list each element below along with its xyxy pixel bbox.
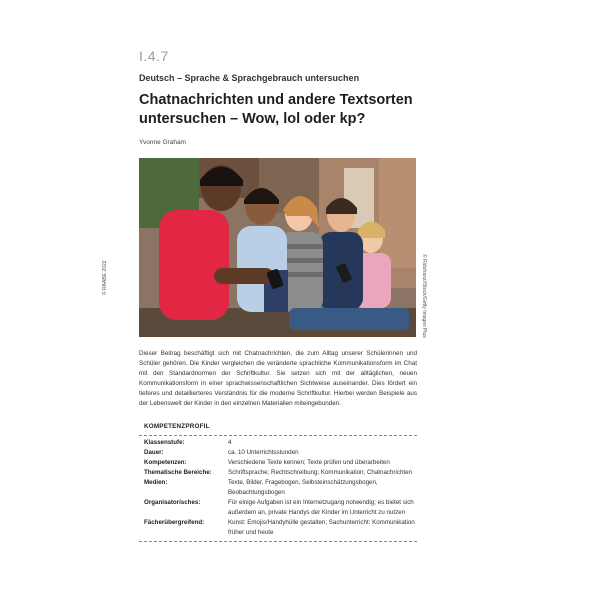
profile-row-klassenstufe: [139, 438, 417, 448]
profile-value: 4: [228, 439, 232, 446]
cover-photo: [139, 158, 416, 337]
profile-row-thematische-bereiche: [139, 468, 417, 478]
section-code: I.4.7: [139, 48, 169, 64]
title-line-1: Chatnachrichten und andere Textsorten: [139, 92, 413, 108]
profile-value: Für einige Aufgaben ist ein Internetzugang notwendig; es bietet sich außerdem an, private Handys der Kinder im Unterricht zu nutzen: [228, 499, 414, 516]
profile-row-organisatorisches: [139, 498, 417, 518]
profile-value: Texte, Bilder, Fragebogen, Selbsteinschätzungsbogen, Beobachtungsbogen: [228, 479, 378, 496]
profile-value: Verschiedene Texte kennen; Texte prüfen und überarbeiten: [228, 459, 390, 466]
kompetenzprofil-bottom-rule: [139, 541, 417, 542]
profile-value: Kunst: Emojis/Handyhülle gestalten; Sachunterricht: Kommunikation früher und heute: [228, 519, 415, 536]
profile-row-faecheruebergreifend: [139, 518, 417, 538]
profile-key: Fächerübergreifend:: [144, 519, 205, 526]
profile-row-medien: [139, 478, 417, 498]
profile-key: Organisatorisches:: [144, 499, 201, 506]
profile-key: Thematische Bereiche:: [144, 469, 212, 476]
profile-key: Dauer:: [144, 449, 164, 456]
page-title: [139, 91, 439, 129]
copyright-note: © RAABE 2022: [102, 260, 108, 295]
profile-value: Schriftsprache; Rechtschreibung; Kommunikation; Chatnachrichten: [228, 469, 412, 476]
intro-paragraph: Dieser Beitrag beschäftigt sich mit Chatnachrichten, die zum Alltag unserer Schülerinnen und Schüler gehören. Die Kinder vergleichen die veränderte sprachliche Kommunikationsform im Chat mit den Standardnormen der Schriftkultur. Sie setzen sich mit der alltäglichen, neuen Kommunikationsform in einer sprachwissenschaftlichen Sichtweise auseinander. Dies fördert ein tieferes und detaillierteres Verständnis für die moderne Schriftkultur. Hierbei werden Beispiele aus der Lebenswelt der Kinder in den einzelnen Materialien miteingebunden.: [139, 350, 417, 407]
photo-credit: © Ridofranz/iStock/Getty Images Plus: [421, 254, 427, 338]
kompetenzprofil-heading: KOMPETENZPROFIL: [139, 420, 417, 436]
profile-key: Medien:: [144, 479, 168, 486]
kompetenzprofil-box: [139, 420, 417, 542]
profile-row-kompetenzen: [139, 458, 417, 468]
title-line-2: untersuchen – Wow, lol oder kp?: [139, 111, 366, 127]
profile-key: Kompetenzen:: [144, 459, 187, 466]
profile-key: Klassenstufe:: [144, 439, 185, 446]
children-with-phones-illustration: [139, 158, 416, 337]
author-name: Yvonne Graham: [139, 139, 186, 146]
profile-value: ca. 10 Unterrichtsstunden: [228, 449, 299, 456]
profile-row-dauer: [139, 448, 417, 458]
subject-kicker: Deutsch – Sprache & Sprachgebrauch untersuchen: [139, 73, 360, 83]
